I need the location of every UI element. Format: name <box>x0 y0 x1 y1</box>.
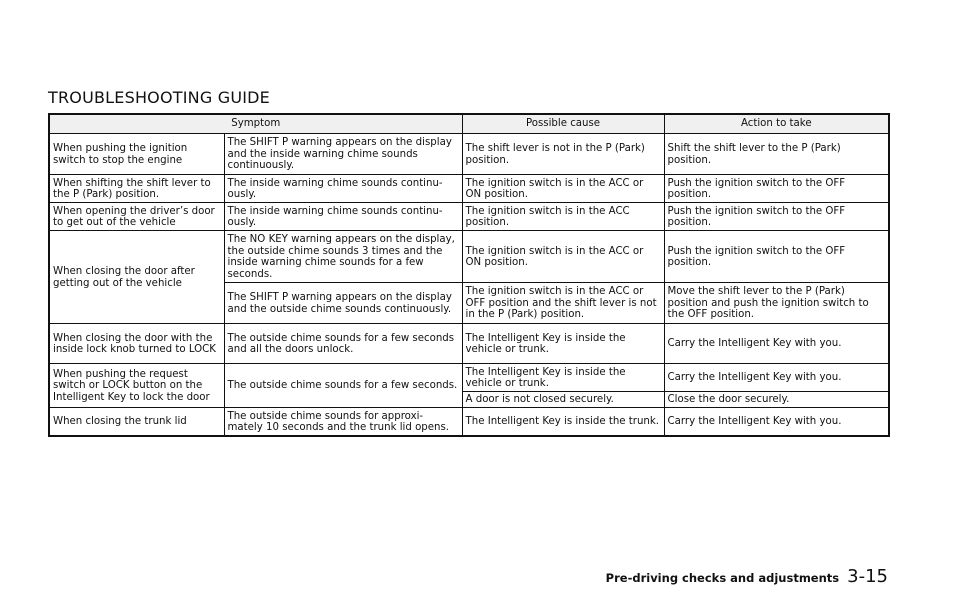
symptom-cell: The outside chime sounds for approxi- mately 10 seconds and the trunk lid opens. <box>224 408 462 437</box>
cause-cell: The Intelligent Key is inside the trunk. <box>462 408 664 437</box>
action-cell: Carry the Intelligent Key with you. <box>664 408 889 437</box>
header-symptom: Symptom <box>49 114 462 134</box>
situation-cell: When pushing the request switch or LOCK button on the Intelligent Key to lock the door <box>49 364 224 408</box>
table-row <box>49 231 889 283</box>
table-row <box>49 324 889 364</box>
header-possible-cause: Possible cause <box>462 114 664 134</box>
cause-cell: The ignition switch is in the ACC or ON position. <box>462 175 664 203</box>
cause-cell: The shift lever is not in the P (Park) position. <box>462 134 664 175</box>
action-cell: Carry the Intelligent Key with you. <box>664 364 889 392</box>
symptom-cell: The outside chime sounds for a few seconds. <box>224 364 462 408</box>
cause-cell: The Intelligent Key is inside the vehicle or trunk. <box>462 364 664 392</box>
header-action-to-take: Action to take <box>664 114 889 134</box>
symptom-cell: The inside warning chime sounds continu- ously. <box>224 203 462 231</box>
cause-cell: A door is not closed securely. <box>462 392 664 408</box>
action-cell: Shift the shift lever to the P (Park) position. <box>664 134 889 175</box>
action-cell: Close the door securely. <box>664 392 889 408</box>
page-number: 3-15 <box>847 566 888 587</box>
cause-cell: The Intelligent Key is inside the vehicle or trunk. <box>462 324 664 364</box>
cause-cell: The ignition switch is in the ACC position. <box>462 203 664 231</box>
table-row <box>49 203 889 231</box>
cause-cell: The ignition switch is in the ACC or OFF position and the shift lever is not in the P (Park) position. <box>462 283 664 324</box>
action-cell: Push the ignition switch to the OFF position. <box>664 175 889 203</box>
action-cell: Carry the Intelligent Key with you. <box>664 324 889 364</box>
symptom-cell: The SHIFT P warning appears on the display and the inside warning chime sounds continuously. <box>224 134 462 175</box>
table-row <box>49 364 889 392</box>
situation-cell: When opening the driver’s door to get out of the vehicle <box>49 203 224 231</box>
symptom-cell: The NO KEY warning appears on the display, the outside chime sounds 3 times and the inside warning chime sounds for a few seconds. <box>224 231 462 283</box>
symptom-cell: The inside warning chime sounds continu- ously. <box>224 175 462 203</box>
cause-cell: The ignition switch is in the ACC or ON position. <box>462 231 664 283</box>
symptom-cell: The outside chime sounds for a few seconds and all the doors unlock. <box>224 324 462 364</box>
page-footer <box>606 566 888 587</box>
situation-cell: When closing the door with the inside lock knob turned to LOCK <box>49 324 224 364</box>
troubleshooting-table <box>48 113 890 437</box>
action-cell: Push the ignition switch to the OFF position. <box>664 231 889 283</box>
situation-cell: When closing the trunk lid <box>49 408 224 437</box>
symptom-cell: The SHIFT P warning appears on the display and the outside chime sounds continuously. <box>224 283 462 324</box>
action-cell: Push the ignition switch to the OFF position. <box>664 203 889 231</box>
situation-cell: When pushing the ignition switch to stop the engine <box>49 134 224 175</box>
table-row <box>49 134 889 175</box>
action-cell: Move the shift lever to the P (Park) position and push the ignition switch to the OFF position. <box>664 283 889 324</box>
footer-section-title: Pre-driving checks and adjustments <box>605 571 840 585</box>
situation-cell: When shifting the shift lever to the P (Park) position. <box>49 175 224 203</box>
page-title: TROUBLESHOOTING GUIDE <box>48 88 270 107</box>
table-row <box>49 408 889 437</box>
table-header-row <box>49 114 889 134</box>
table-row <box>49 175 889 203</box>
situation-cell: When closing the door after getting out of the vehicle <box>49 231 224 324</box>
